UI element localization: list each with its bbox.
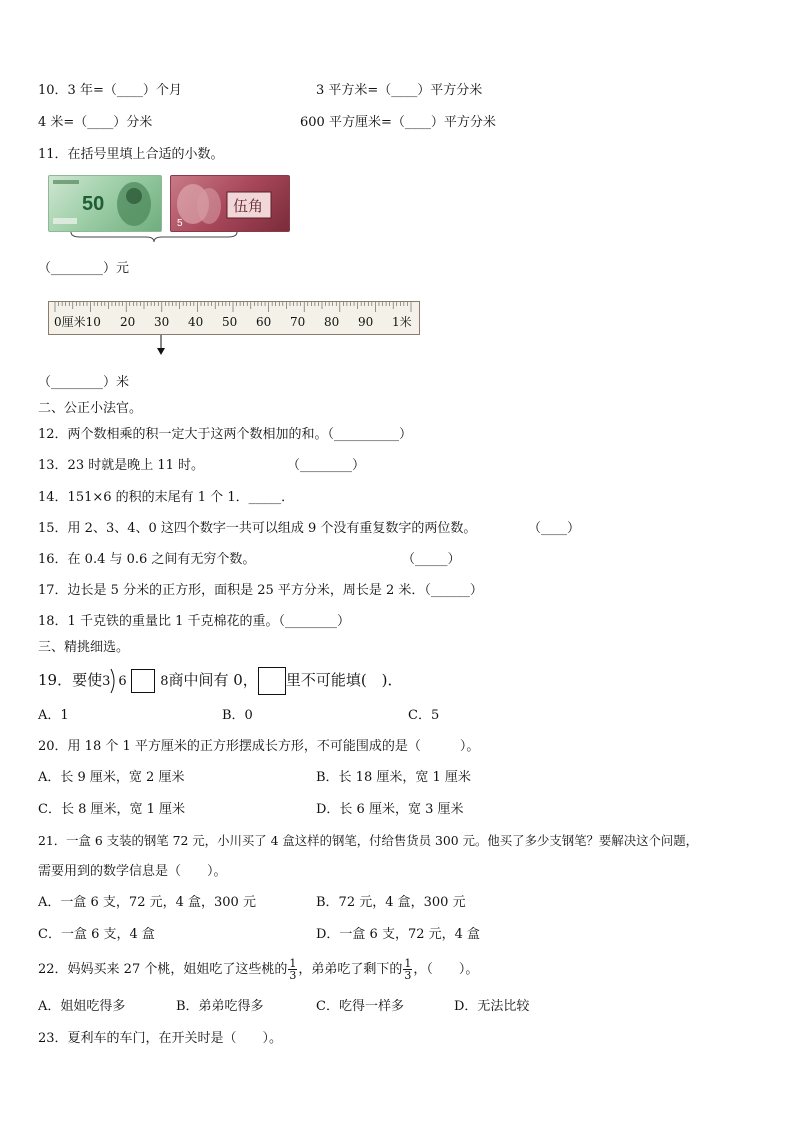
q22: [38, 957, 478, 983]
fraction: [288, 958, 297, 981]
q22-option-d: D．无法比较: [454, 999, 530, 1014]
ruler-label: 0厘米10: [54, 315, 101, 329]
q13-text: 13．23 时就是晚上 11 时。: [38, 458, 205, 473]
q17: 17．边长是 5 分米的正方形，面积是 25 平方分米，周长是 2 米．（______）: [38, 583, 483, 598]
q21-option-b: B．72 元，4 盒，300 元: [316, 895, 466, 910]
fraction-numerator: 1: [404, 957, 412, 970]
section-3-title: 三、精挑细选。: [38, 640, 130, 655]
q22-mid: ，弟弟吃了剩下的: [298, 962, 403, 977]
q14: 14．151×6 的积的末尾有 1 个 1．_____．: [38, 490, 295, 505]
q19-digit1: 6: [118, 674, 127, 689]
fraction-denominator: 3: [289, 969, 297, 982]
q20-option-d: D．长 6 厘米，宽 3 厘米: [316, 802, 464, 817]
q19-divisor: 3: [102, 674, 111, 689]
long-division: [102, 666, 168, 696]
ruler-label: 60: [256, 315, 272, 329]
q10-d: 600 平方厘米=（____）平方分米: [300, 115, 496, 130]
fraction: [403, 958, 412, 981]
ruler-label: 20: [120, 315, 136, 329]
q18: 18．1 千克铁的重量比 1 千克棉花的重。（________）: [38, 614, 350, 629]
q22-option-b: B．弟弟吃得多: [176, 999, 264, 1014]
q21-option-c: C．一盒 6 支，4 盒: [38, 927, 155, 942]
q11-money-blank: （________）元: [38, 261, 130, 276]
q21-option-a: A．一盒 6 支，72 元，4 盒，300 元: [38, 895, 256, 910]
q20-option-a: A．长 9 厘米，宽 2 厘米: [38, 770, 185, 785]
q11-ruler-blank: （________）米: [38, 375, 130, 390]
arrow-down-icon: [154, 335, 168, 357]
q19: [38, 666, 403, 696]
q15-blank: （____）: [528, 521, 581, 536]
q10-b: 3 平方米=（____）平方分米: [316, 83, 483, 98]
bill1-value: 50: [82, 193, 105, 215]
q12: 12．两个数相乘的积一定大于这两个数相加的和。（__________）: [38, 427, 413, 442]
five-jiao-banknote-image: [170, 175, 290, 232]
q15-text: 15．用 2、3、4、0 这四个数字一共可以组成 9 个没有重复数字的两位数。: [38, 521, 477, 536]
q22-option-c: C．吃得一样多: [316, 999, 404, 1014]
q19-option-a: A．1: [38, 708, 69, 723]
q19-option-b: B．0: [222, 708, 253, 723]
q21-line2: 需要用到的数学信息是（ ）。: [38, 864, 227, 879]
brace-icon: [70, 231, 238, 243]
bill2-value: 伍角: [233, 197, 264, 215]
q13-blank: （________）: [287, 458, 366, 473]
q21-line1: 21．一盒 6 支装的钢笔 72 元，小川买了 4 盒这样的钢笔，付给售货员 300 元。他买了多少支钢笔？要解决这个问题，: [38, 833, 699, 848]
q19-post: 里不可能填( )．: [285, 671, 403, 689]
ruler-label: 30: [154, 315, 170, 329]
q11-text: 11．在括号里填上合适的小数。: [38, 147, 224, 162]
ruler-label: 1米: [392, 315, 412, 329]
q22-post: ，（ ）。: [413, 962, 479, 977]
q19-blank-box-2: [258, 667, 286, 695]
q21-option-d: D．一盒 6 支，72 元，4 盒: [316, 927, 481, 942]
ruler-label: 40: [188, 315, 204, 329]
ruler-label: 50: [222, 315, 238, 329]
q19-mid: 商中间有 0，: [168, 671, 258, 689]
q20-option-b: B．长 18 厘米，宽 1 厘米: [316, 770, 471, 785]
fraction-numerator: 1: [289, 957, 297, 970]
q19-digit3: 8: [160, 674, 169, 689]
q22-option-a: A．姐姐吃得多: [38, 999, 126, 1014]
q20-text: 20．用 18 个 1 平方厘米的正方形摆成长方形，不可能围成的是（ ）。: [38, 739, 480, 754]
q19-pre: 19．要使: [38, 671, 103, 689]
q22-pre: 22．妈妈买来 27 个桃，姐姐吃了这些桃的: [38, 962, 288, 977]
q16-text: 16．在 0.4 与 0.6 之间有无穷个数。: [38, 552, 256, 567]
q20-option-c: C．长 8 厘米，宽 1 厘米: [38, 802, 186, 817]
section-2-title: 二、公正小法官。: [38, 401, 143, 416]
q19-option-c: C．5: [408, 708, 440, 723]
ruler-label: 90: [358, 315, 374, 329]
q10-c: 4 米=（____）分米: [38, 115, 153, 130]
ruler-label: 70: [290, 315, 306, 329]
ruler-label: 80: [324, 315, 340, 329]
q10-a: 10．3 年=（____）个月: [38, 83, 182, 98]
fifty-yuan-banknote-image: [48, 175, 162, 232]
bill2-small: 5: [177, 218, 183, 229]
q19-blank-box: [131, 669, 155, 693]
fraction-denominator: 3: [404, 969, 412, 982]
q16-blank: （_____）: [402, 552, 461, 567]
q23: 23．夏利车的车门，在开关时是（ ）。: [38, 1031, 283, 1046]
